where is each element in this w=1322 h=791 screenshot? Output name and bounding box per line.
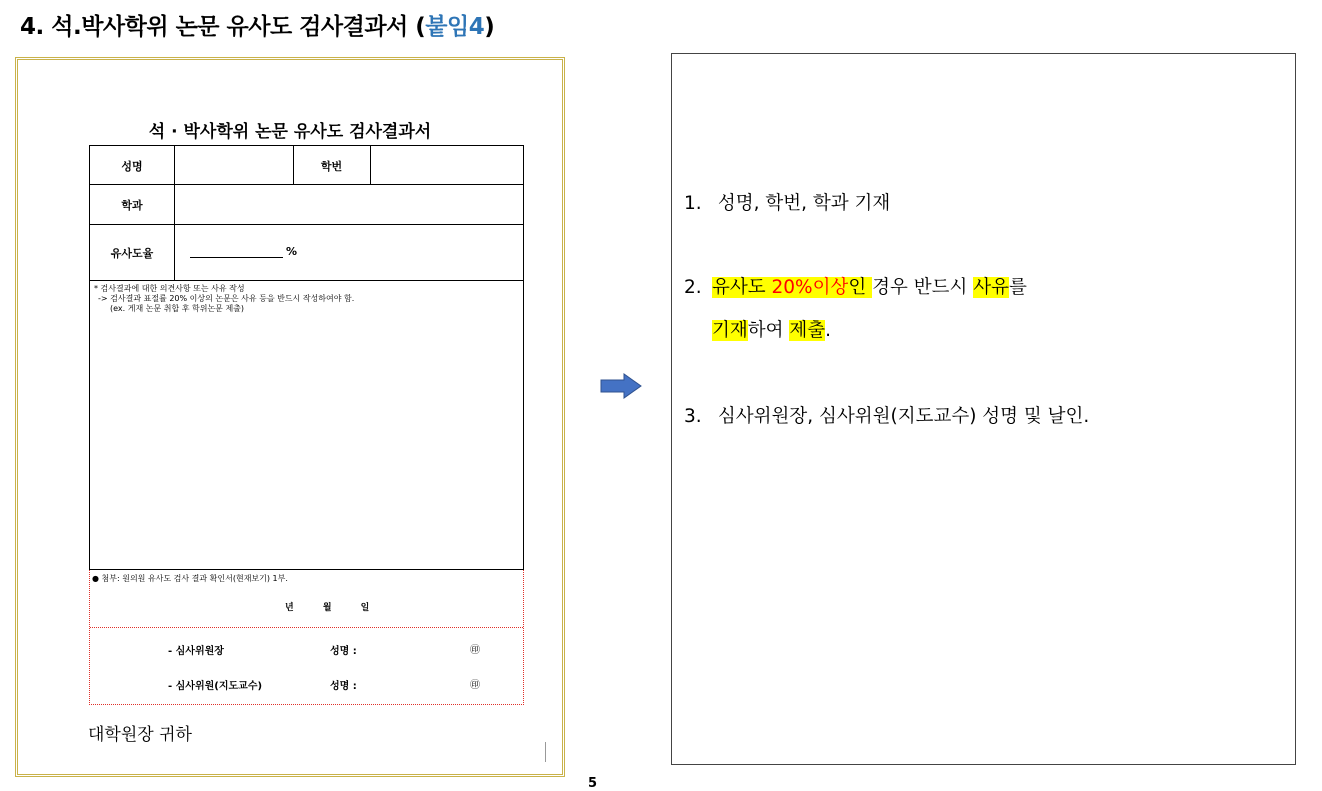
- name-label: 성명: [121, 160, 143, 173]
- item-text: 경우 반드시: [872, 277, 974, 298]
- document-preview: [15, 57, 565, 777]
- dotted-divider: [90, 627, 523, 628]
- table-divider: [90, 280, 523, 281]
- instruction-item-2: [684, 273, 1027, 299]
- title-prefix: 4. 석.박사학위 논문 유사도 검사결과서 (: [20, 14, 426, 40]
- instruction-item-3: [684, 402, 1089, 428]
- item-text: 하여: [747, 320, 790, 341]
- member-label: - 심사위원(지도교수): [168, 681, 263, 692]
- highlight-text: 기재: [712, 320, 748, 341]
- highlight-text: 인: [848, 277, 873, 298]
- highlight-text: 제출: [789, 320, 826, 341]
- item-text: 심사위원장, 심사위원(지도교수) 성명 및 날인.: [717, 406, 1090, 427]
- title-suffix: ): [484, 14, 495, 40]
- note-line: (ex. 게재 논문 취합 후 학위논문 제출): [110, 304, 245, 313]
- item-number: 1.: [684, 193, 702, 214]
- instruction-box: [671, 53, 1296, 765]
- member-sign-label: 성명 :: [330, 681, 357, 692]
- item-number: 3.: [684, 406, 702, 427]
- title-highlight: 붙임4: [425, 14, 485, 40]
- item-text: 성명, 학번, 학과 기재: [717, 193, 891, 214]
- note-line: -> 검사결과 표절률 20% 이상의 논문은 사유 등을 반드시 작성하여야 함.: [98, 294, 355, 303]
- date-line: 년 월 일: [285, 603, 370, 613]
- department-label: 학과: [121, 199, 143, 212]
- right-arrow-icon: [600, 373, 642, 403]
- chair-sign-label: 성명 :: [330, 646, 357, 657]
- similarity-blank: [190, 257, 283, 258]
- student-id-label: 학번: [320, 160, 343, 173]
- addressee: 대학원장 귀하: [88, 725, 192, 745]
- item-number: 2.: [684, 277, 702, 298]
- instruction-item-2-cont: [684, 316, 831, 342]
- similarity-unit: %: [286, 245, 298, 258]
- page-number: 5: [588, 776, 598, 791]
- page-title: [20, 8, 494, 41]
- attachment-note: ● 첨부: 원의원 유사도 검사 결과 확인서(현재보기) 1부.: [92, 574, 288, 583]
- form-table: [89, 145, 524, 570]
- note-line: * 검사결과에 대한 의견사항 또는 사유 작성: [94, 284, 245, 293]
- table-divider: [90, 184, 523, 185]
- seal-mark: ㊞: [470, 645, 480, 656]
- highlight-text: 유사도: [712, 277, 772, 298]
- table-divider: [90, 224, 523, 225]
- form-title: 석 · 박사학위 논문 유사도 검사결과서: [148, 122, 432, 142]
- table-divider: [174, 146, 175, 280]
- highlight-text: 사유: [973, 277, 1010, 298]
- item-text: 를: [1009, 277, 1027, 298]
- note-block: [94, 284, 354, 314]
- highlight-red-text: 20%이상: [771, 277, 849, 298]
- seal-mark: ㊞: [470, 680, 480, 691]
- item-text: .: [825, 320, 832, 341]
- signature-area: [89, 570, 524, 705]
- chair-label: - 심사위원장: [168, 646, 224, 657]
- table-divider: [370, 146, 371, 184]
- similarity-label: 유사도율: [110, 247, 154, 260]
- instruction-item-1: [684, 189, 890, 215]
- page-mark: [545, 742, 546, 762]
